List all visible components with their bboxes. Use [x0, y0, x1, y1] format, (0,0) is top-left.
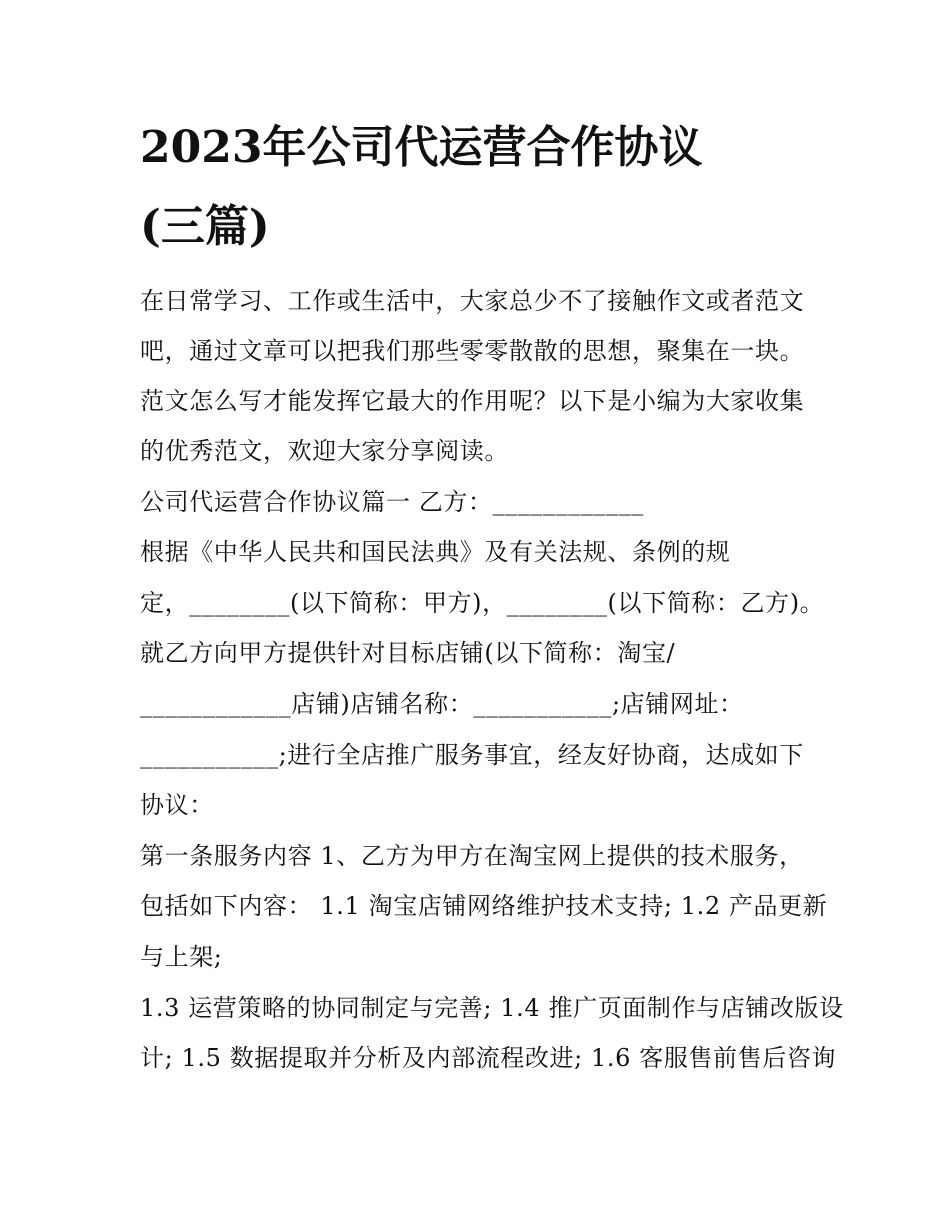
body-line: 定，________(以下简称：甲方)，________(以下简称：乙方)。 [140, 589, 825, 617]
body-line: 包括如下内容： 1.1 淘宝店铺网络维护技术支持; 1.2 产品更新 [140, 892, 828, 920]
body-line: ___________;进行全店推广服务事宜，经友好协商，达成如下 [140, 741, 804, 769]
body-line: 范文怎么写才能发挥它最大的作用呢？以下是小编为大家收集 [140, 387, 805, 415]
body-line: 在日常学习、工作或生活中，大家总少不了接触作文或者范文 [140, 287, 805, 315]
body-line: ____________店铺)店铺名称：___________;店铺网址： [140, 690, 744, 718]
document-title: 2023年公司代运营合作协议 [140, 122, 703, 173]
body-line: 公司代运营合作协议篇一 乙方：____________ [140, 488, 644, 516]
body-line: 与上架; [140, 943, 223, 971]
body-line: 的优秀范文，欢迎大家分享阅读。 [140, 437, 509, 465]
document-title-subtitle: (三篇) [140, 201, 270, 252]
body-line: 就乙方向甲方提供针对目标店铺(以下简称：淘宝/ [140, 639, 676, 667]
body-line: 吧，通过文章可以把我们那些零零散散的思想，聚集在一块。 [140, 337, 805, 365]
body-line: 计; 1.5 数据提取并分析及内部流程改进; 1.6 客服售前售后咨询 [140, 1044, 837, 1072]
body-line: 1.3 运营策略的协同制定与完善; 1.4 推广页面制作与店铺改版设 [140, 994, 844, 1022]
body-line: 根据《中华人民共和国民法典》及有关法规、条例的规 [140, 538, 731, 566]
body-line: 第一条服务内容 1、乙方为甲方在淘宝网上提供的技术服务， [140, 842, 804, 870]
body-line: 协议： [140, 791, 214, 819]
